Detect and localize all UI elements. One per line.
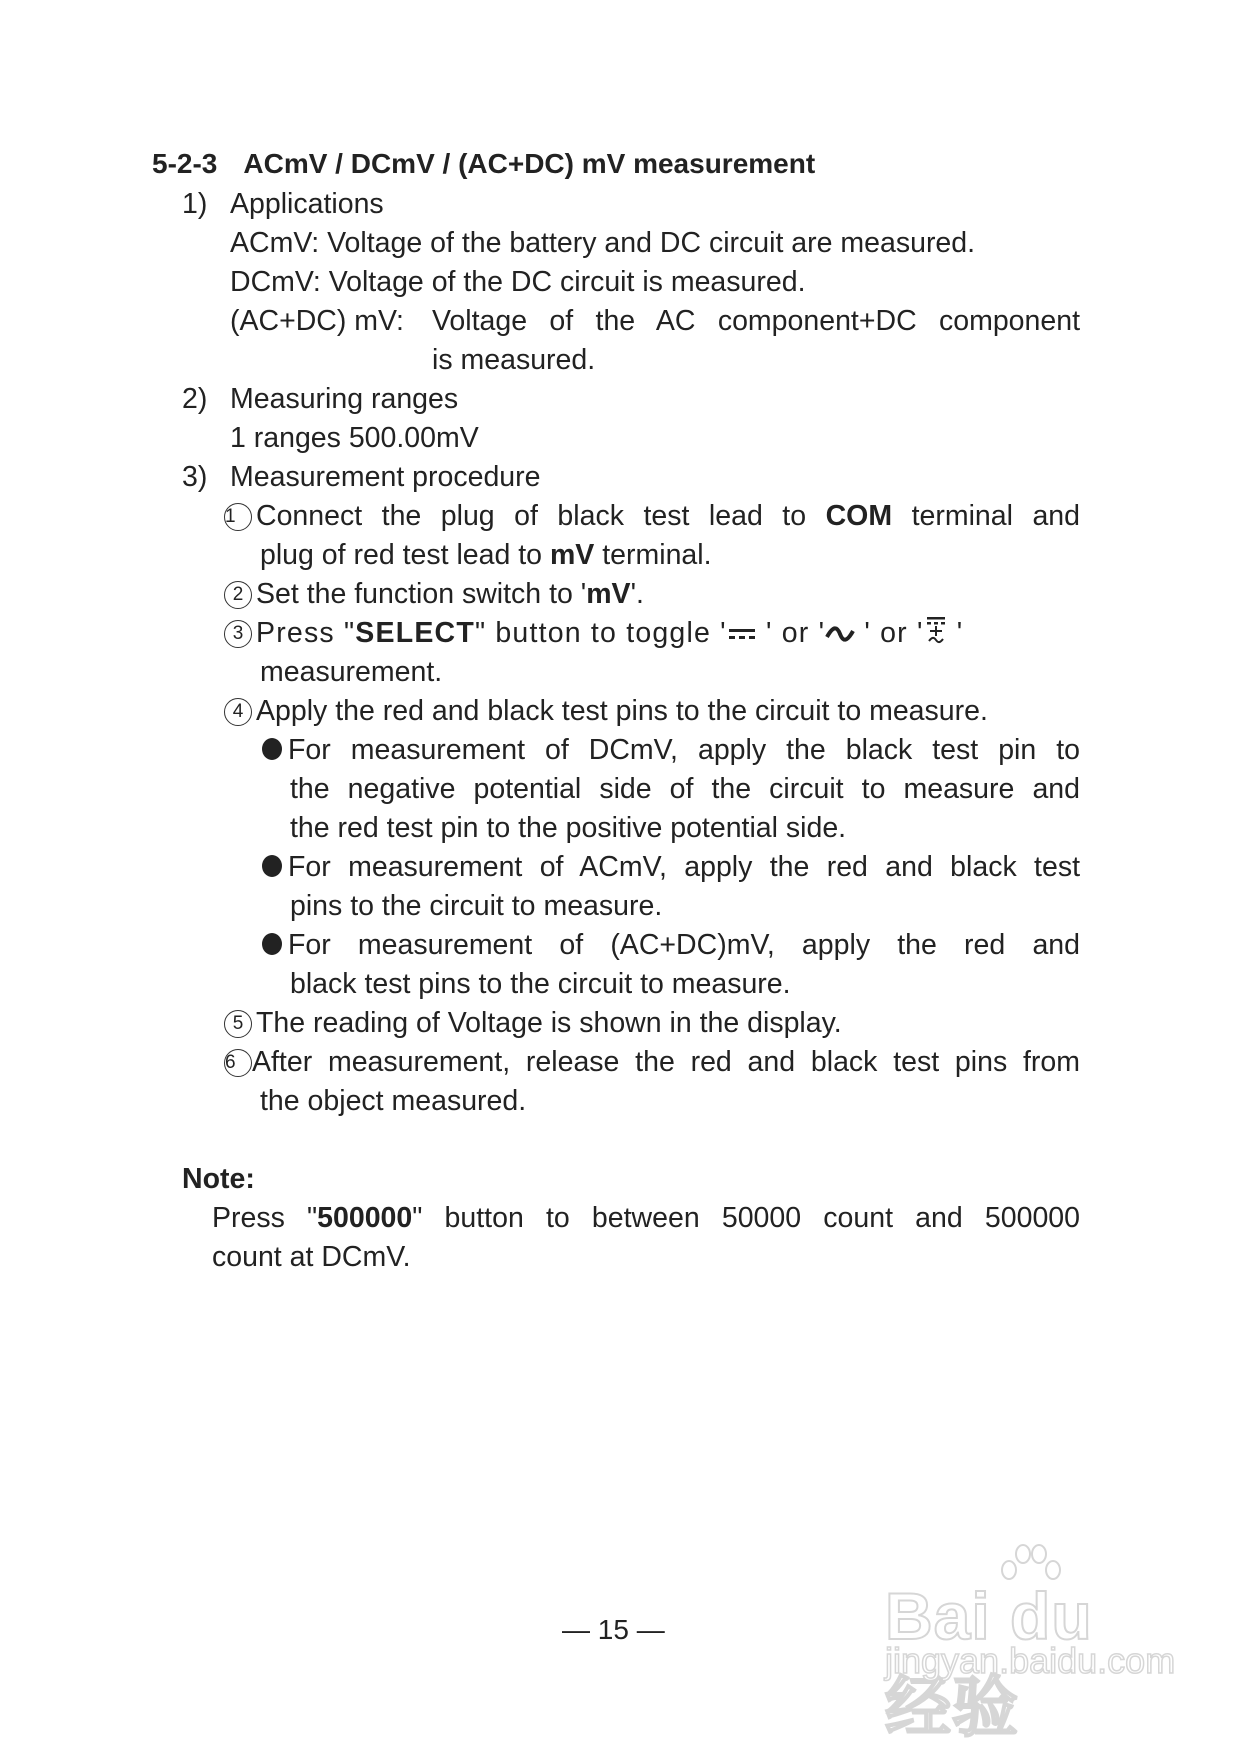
step-3-or-2: ' or ' — [855, 617, 924, 650]
page-number: — 15 — — [562, 1614, 665, 1645]
bullet-acmv-line2: pins to the circuit to measure. — [290, 890, 663, 922]
bullet-acmv-text1: For measurement of ACmV, apply the red and black test — [288, 851, 1080, 883]
500000-button-label: 500000 — [317, 1202, 413, 1234]
section-title: ACmV / DCmV / (AC+DC) mV measurement — [243, 148, 816, 179]
acdc-application-line2: is measured. — [432, 344, 596, 376]
step-number-4: 4 — [224, 698, 252, 726]
bullet-icon — [262, 933, 282, 955]
note-label: Note: — [182, 1163, 255, 1195]
step-number-6: 6 — [224, 1049, 252, 1077]
applications-header — [182, 186, 384, 222]
step-1-text-d: plug of red test lead to — [260, 539, 550, 571]
procedure-header — [182, 459, 541, 495]
note-text-c: " button to between 50000 count and 500000 — [412, 1202, 1080, 1234]
bullet-acdc-line1 — [262, 927, 1080, 963]
ac-dc-icon — [924, 615, 948, 654]
acdc-application-prefix: (AC+DC) mV: — [230, 305, 404, 337]
watermark-url: jingyan.baidu.com — [885, 1640, 1176, 1681]
bullet-acdc-line2: black test pins to the circuit to measure. — [290, 968, 791, 1000]
step-6-text1: After measurement, release the red and black test pins from — [252, 1046, 1080, 1078]
step-2-text-c: '. — [630, 578, 644, 610]
mv-terminal-label: mV — [549, 539, 595, 571]
step-1-text-c: terminal and — [892, 500, 1080, 532]
step-2 — [224, 576, 644, 612]
step-1-text-f: terminal. — [594, 539, 712, 571]
bullet-icon — [262, 855, 282, 877]
step-number-1: 1 — [224, 503, 252, 531]
step-3-text-c: " button to toggle ' — [474, 617, 727, 650]
bullet-dcmv-line2: the negative potential side of the circuit to measure and — [290, 773, 1080, 805]
select-button-label: SELECT — [355, 617, 475, 650]
step-3-text-a: Press " — [256, 617, 356, 650]
step-1 — [224, 498, 1080, 534]
step-6-line2: the object measured. — [260, 1085, 527, 1117]
bullet-acdc-text1: For measurement of (AC+DC)mV, apply the red and — [288, 929, 1080, 961]
step-3-or-1: ' or ' — [756, 617, 826, 650]
step-3-end: ' — [947, 617, 964, 650]
section-heading — [152, 146, 815, 182]
note-line1 — [212, 1200, 1080, 1236]
ac-icon — [825, 617, 855, 653]
step-5-text: The reading of Voltage is shown in the display. — [256, 1007, 842, 1039]
applications-index: 1) — [182, 188, 208, 220]
procedure-label: Measurement procedure — [230, 461, 541, 493]
step-3-line2: measurement. — [260, 656, 443, 688]
step-2-text-a: Set the function switch to ' — [256, 578, 587, 610]
step-number-3: 3 — [224, 620, 252, 648]
mv-switch-label: mV — [586, 578, 631, 610]
step-1-line2 — [260, 537, 712, 573]
step-5 — [224, 1005, 842, 1041]
ranges-value: 1 ranges 500.00mV — [230, 422, 479, 454]
ranges-index: 2) — [182, 383, 208, 415]
step-6 — [224, 1044, 1080, 1080]
step-4 — [224, 693, 988, 729]
bullet-dcmv-text1: For measurement of DCmV, apply the black test pin to — [288, 734, 1080, 766]
step-3 — [224, 615, 963, 654]
applications-label: Applications — [230, 188, 384, 220]
dcmv-application: DCmV: Voltage of the DC circuit is measured. — [230, 266, 806, 298]
com-terminal-label: COM — [825, 500, 893, 532]
step-1-text-a: Connect the plug of black test lead to — [256, 500, 826, 532]
dc-icon — [727, 617, 757, 653]
bullet-dcmv-line3: the red test pin to the positive potential side. — [290, 812, 847, 844]
bullet-dcmv-line1 — [262, 732, 1080, 768]
acmv-application: ACmV: Voltage of the battery and DC circuit are measured. — [230, 227, 976, 259]
section-number: 5-2-3 — [152, 148, 218, 179]
bullet-icon — [262, 738, 282, 760]
procedure-index: 3) — [182, 461, 208, 493]
step-4-text: Apply the red and black test pins to the circuit to measure. — [256, 695, 988, 727]
acdc-application-line1: Voltage of the AC component+DC component — [432, 305, 1080, 337]
note-text-a: Press " — [212, 1202, 318, 1234]
note-line2: count at DCmV. — [212, 1241, 411, 1273]
ranges-header — [182, 381, 458, 417]
step-number-2: 2 — [224, 581, 252, 609]
bullet-acmv-line1 — [262, 849, 1080, 885]
baidu-watermark — [885, 1540, 1176, 1744]
ranges-label: Measuring ranges — [230, 383, 459, 415]
step-number-5: 5 — [224, 1010, 252, 1038]
watermark-brand: Bai du 经验 — [885, 1579, 1093, 1744]
